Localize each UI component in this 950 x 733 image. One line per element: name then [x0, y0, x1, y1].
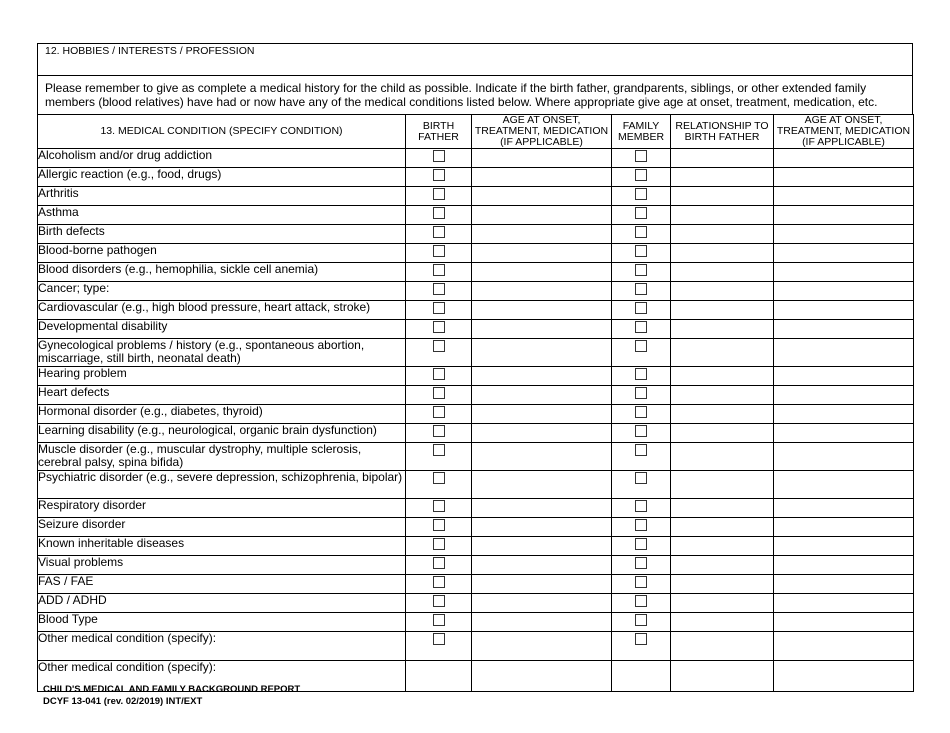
- condition-label: Arthritis: [38, 187, 406, 206]
- relationship-field[interactable]: [671, 149, 774, 168]
- condition-label: Gynecological problems / history (e.g., spontaneous abortion, miscarriage, still birth, neonatal death): [38, 339, 406, 367]
- birth-father-cell: [406, 661, 472, 692]
- condition-label: Allergic reaction (e.g., food, drugs): [38, 168, 406, 187]
- family-member-age-onset-field[interactable]: [774, 556, 914, 575]
- relationship-field[interactable]: [671, 632, 774, 661]
- relationship-field[interactable]: [671, 187, 774, 206]
- birth-father-age-onset-field[interactable]: [472, 613, 612, 632]
- family-member-cell: [612, 168, 671, 187]
- birth-father-age-onset-field[interactable]: [472, 556, 612, 575]
- table-row: [38, 632, 914, 661]
- form-title: CHILD'S MEDICAL AND FAMILY BACKGROUND REPORT: [43, 684, 301, 695]
- birth-father-checkbox[interactable]: [433, 207, 445, 219]
- family-member-age-onset-field[interactable]: [774, 263, 914, 282]
- family-member-checkbox[interactable]: [635, 226, 647, 238]
- instructions-line-1: Please remember to give as complete a medical history for the child as possible. Indicate if the birth father, grandparents, siblings, or other extended family: [45, 81, 867, 95]
- birth-father-cell: [406, 187, 472, 206]
- birth-father-age-onset-field[interactable]: [472, 320, 612, 339]
- birth-father-cell: [406, 225, 472, 244]
- birth-father-checkbox[interactable]: [433, 472, 445, 484]
- relationship-field[interactable]: [671, 471, 774, 499]
- family-member-checkbox[interactable]: [635, 538, 647, 550]
- relationship-field[interactable]: [671, 661, 774, 692]
- birth-father-checkbox[interactable]: [433, 500, 445, 512]
- table-row: [38, 367, 914, 386]
- family-member-checkbox[interactable]: [635, 340, 647, 352]
- family-member-age-onset-field[interactable]: [774, 282, 914, 301]
- birth-father-age-onset-field[interactable]: [472, 661, 612, 692]
- birth-father-checkbox[interactable]: [433, 245, 445, 257]
- hobbies-field[interactable]: [37, 43, 913, 76]
- family-member-checkbox[interactable]: [635, 321, 647, 333]
- birth-father-age-onset-field[interactable]: [472, 405, 612, 424]
- relationship-field[interactable]: [671, 575, 774, 594]
- condition-label: Muscle disorder (e.g., muscular dystrophy, multiple sclerosis, cerebral palsy, spina bifida): [38, 443, 406, 471]
- birth-father-cell: [406, 263, 472, 282]
- family-member-cell: [612, 556, 671, 575]
- family-member-age-onset-field[interactable]: [774, 661, 914, 692]
- family-member-checkbox[interactable]: [635, 557, 647, 569]
- birth-father-cell: [406, 168, 472, 187]
- family-member-cell: [612, 386, 671, 405]
- table-row: [38, 386, 914, 405]
- relationship-field[interactable]: [671, 613, 774, 632]
- condition-label: Psychiatric disorder (e.g., severe depression, schizophrenia, bipolar): [38, 471, 406, 499]
- form-id: DCYF 13-041 (rev. 02/2019) INT/EXT: [43, 696, 203, 707]
- relationship-field[interactable]: [671, 367, 774, 386]
- birth-father-age-onset-field[interactable]: [472, 443, 612, 471]
- family-member-cell: [612, 405, 671, 424]
- birth-father-checkbox[interactable]: [433, 614, 445, 626]
- birth-father-checkbox[interactable]: [433, 368, 445, 380]
- birth-father-cell: [406, 320, 472, 339]
- birth-father-checkbox[interactable]: [433, 321, 445, 333]
- birth-father-checkbox[interactable]: [433, 538, 445, 550]
- birth-father-cell: [406, 471, 472, 499]
- instructions-text: [37, 76, 913, 114]
- condition-label: Blood-borne pathogen: [38, 244, 406, 263]
- table-header-row: [38, 115, 914, 149]
- table-row: [38, 443, 914, 471]
- header-age-onset-birth-father: AGE AT ONSET, TREATMENT, MEDICATION (IF APPLICABLE): [472, 115, 612, 149]
- table-row: [38, 263, 914, 282]
- condition-label: Cardiovascular (e.g., high blood pressure, heart attack, stroke): [38, 301, 406, 320]
- birth-father-cell: [406, 575, 472, 594]
- birth-father-checkbox[interactable]: [433, 633, 445, 645]
- condition-label: Hearing problem: [38, 367, 406, 386]
- birth-father-checkbox[interactable]: [433, 226, 445, 238]
- family-member-cell: [612, 187, 671, 206]
- family-member-cell: [612, 424, 671, 443]
- birth-father-age-onset-field[interactable]: [472, 206, 612, 225]
- birth-father-cell: [406, 206, 472, 225]
- header-medical-condition: 13. MEDICAL CONDITION (SPECIFY CONDITION): [38, 115, 406, 149]
- condition-label: Birth defects: [38, 225, 406, 244]
- birth-father-checkbox[interactable]: [433, 169, 445, 181]
- birth-father-checkbox[interactable]: [433, 557, 445, 569]
- family-member-cell: [612, 594, 671, 613]
- family-member-cell: [612, 537, 671, 556]
- birth-father-cell: [406, 244, 472, 263]
- family-member-cell: [612, 443, 671, 471]
- family-member-checkbox[interactable]: [635, 633, 647, 645]
- table-row: [38, 149, 914, 168]
- relationship-field[interactable]: [671, 499, 774, 518]
- family-member-age-onset-field[interactable]: [774, 187, 914, 206]
- table-row: [38, 556, 914, 575]
- birth-father-age-onset-field[interactable]: [472, 225, 612, 244]
- birth-father-age-onset-field[interactable]: [472, 301, 612, 320]
- family-member-checkbox[interactable]: [635, 283, 647, 295]
- family-member-age-onset-field[interactable]: [774, 499, 914, 518]
- birth-father-checkbox[interactable]: [433, 519, 445, 531]
- header-age-onset-family-member: AGE AT ONSET, TREATMENT, MEDICATION (IF APPLICABLE): [774, 115, 914, 149]
- family-member-checkbox[interactable]: [635, 207, 647, 219]
- birth-father-age-onset-field[interactable]: [472, 594, 612, 613]
- family-member-cell: [612, 263, 671, 282]
- family-member-checkbox[interactable]: [635, 500, 647, 512]
- birth-father-age-onset-field[interactable]: [472, 424, 612, 443]
- relationship-field[interactable]: [671, 405, 774, 424]
- birth-father-checkbox[interactable]: [433, 576, 445, 588]
- condition-label: Blood Type: [38, 613, 406, 632]
- condition-label: ADD / ADHD: [38, 594, 406, 613]
- condition-label: Asthma: [38, 206, 406, 225]
- birth-father-checkbox[interactable]: [433, 444, 445, 456]
- birth-father-age-onset-field[interactable]: [472, 339, 612, 367]
- family-member-age-onset-field[interactable]: [774, 537, 914, 556]
- family-member-checkbox[interactable]: [635, 387, 647, 399]
- family-member-age-onset-field[interactable]: [774, 149, 914, 168]
- family-member-checkbox[interactable]: [635, 150, 647, 162]
- table-row: [38, 499, 914, 518]
- table-row: [38, 471, 914, 499]
- birth-father-cell: [406, 537, 472, 556]
- family-member-cell: [612, 282, 671, 301]
- family-member-checkbox[interactable]: [635, 425, 647, 437]
- table-row: [38, 168, 914, 187]
- family-member-age-onset-field[interactable]: [774, 168, 914, 187]
- condition-label: Visual problems: [38, 556, 406, 575]
- condition-label: Learning disability (e.g., neurological, organic brain dysfunction): [38, 424, 406, 443]
- birth-father-cell: [406, 405, 472, 424]
- family-member-checkbox[interactable]: [635, 302, 647, 314]
- relationship-field[interactable]: [671, 537, 774, 556]
- family-member-age-onset-field[interactable]: [774, 244, 914, 263]
- relationship-field[interactable]: [671, 301, 774, 320]
- birth-father-age-onset-field[interactable]: [472, 367, 612, 386]
- table-row: [38, 405, 914, 424]
- birth-father-age-onset-field[interactable]: [472, 168, 612, 187]
- birth-father-cell: [406, 443, 472, 471]
- family-member-cell: [612, 632, 671, 661]
- birth-father-cell: [406, 282, 472, 301]
- header-birth-father: BIRTH FATHER: [406, 115, 472, 149]
- family-member-checkbox[interactable]: [635, 169, 647, 181]
- birth-father-cell: [406, 367, 472, 386]
- relationship-field[interactable]: [671, 424, 774, 443]
- birth-father-age-onset-field[interactable]: [472, 575, 612, 594]
- relationship-field[interactable]: [671, 206, 774, 225]
- condition-label: Cancer; type:: [38, 282, 406, 301]
- birth-father-cell: [406, 613, 472, 632]
- condition-label: Other medical condition (specify):: [38, 632, 406, 661]
- table-row: [38, 339, 914, 367]
- relationship-field[interactable]: [671, 443, 774, 471]
- birth-father-checkbox[interactable]: [433, 387, 445, 399]
- birth-father-checkbox[interactable]: [433, 264, 445, 276]
- birth-father-checkbox[interactable]: [433, 340, 445, 352]
- birth-father-cell: [406, 339, 472, 367]
- table-row: [38, 320, 914, 339]
- birth-father-age-onset-field[interactable]: [472, 537, 612, 556]
- table-row: [38, 424, 914, 443]
- family-member-age-onset-field[interactable]: [774, 339, 914, 367]
- family-member-age-onset-field[interactable]: [774, 424, 914, 443]
- family-member-checkbox[interactable]: [635, 576, 647, 588]
- family-member-age-onset-field[interactable]: [774, 613, 914, 632]
- relationship-field[interactable]: [671, 263, 774, 282]
- form-footer: [43, 684, 300, 708]
- birth-father-age-onset-field[interactable]: [472, 386, 612, 405]
- condition-label: Hormonal disorder (e.g., diabetes, thyroid): [38, 405, 406, 424]
- birth-father-age-onset-field[interactable]: [472, 187, 612, 206]
- family-member-cell: [612, 661, 671, 692]
- relationship-field[interactable]: [671, 225, 774, 244]
- family-member-age-onset-field[interactable]: [774, 518, 914, 537]
- condition-label: Blood disorders (e.g., hemophilia, sickle cell anemia): [38, 263, 406, 282]
- family-member-checkbox[interactable]: [635, 444, 647, 456]
- table-row: [38, 282, 914, 301]
- birth-father-checkbox[interactable]: [433, 425, 445, 437]
- family-member-cell: [612, 575, 671, 594]
- family-member-checkbox[interactable]: [635, 406, 647, 418]
- family-member-cell: [612, 499, 671, 518]
- condition-label: FAS / FAE: [38, 575, 406, 594]
- family-member-cell: [612, 301, 671, 320]
- table-row: [38, 244, 914, 263]
- condition-label: Heart defects: [38, 386, 406, 405]
- relationship-field[interactable]: [671, 594, 774, 613]
- birth-father-checkbox[interactable]: [433, 150, 445, 162]
- relationship-field[interactable]: [671, 518, 774, 537]
- family-member-age-onset-field[interactable]: [774, 386, 914, 405]
- birth-father-age-onset-field[interactable]: [472, 632, 612, 661]
- birth-father-age-onset-field[interactable]: [472, 518, 612, 537]
- family-member-age-onset-field[interactable]: [774, 471, 914, 499]
- birth-father-cell: [406, 149, 472, 168]
- relationship-field[interactable]: [671, 386, 774, 405]
- table-row: [38, 301, 914, 320]
- birth-father-age-onset-field[interactable]: [472, 499, 612, 518]
- condition-label: Alcoholism and/or drug addiction: [38, 149, 406, 168]
- family-member-checkbox[interactable]: [635, 614, 647, 626]
- birth-father-age-onset-field[interactable]: [472, 149, 612, 168]
- family-member-age-onset-field[interactable]: [774, 320, 914, 339]
- relationship-field[interactable]: [671, 556, 774, 575]
- table-row: [38, 225, 914, 244]
- table-row: [38, 575, 914, 594]
- family-member-checkbox[interactable]: [635, 519, 647, 531]
- birth-father-checkbox[interactable]: [433, 595, 445, 607]
- family-member-checkbox[interactable]: [635, 472, 647, 484]
- family-member-checkbox[interactable]: [635, 368, 647, 380]
- family-member-cell: [612, 518, 671, 537]
- family-member-cell: [612, 149, 671, 168]
- family-member-age-onset-field[interactable]: [774, 594, 914, 613]
- birth-father-age-onset-field[interactable]: [472, 282, 612, 301]
- table-row: [38, 613, 914, 632]
- condition-label: Developmental disability: [38, 320, 406, 339]
- family-member-age-onset-field[interactable]: [774, 367, 914, 386]
- relationship-field[interactable]: [671, 168, 774, 187]
- condition-label: Other medical condition (specify):: [38, 661, 406, 692]
- birth-father-cell: [406, 594, 472, 613]
- birth-father-checkbox[interactable]: [433, 302, 445, 314]
- family-member-cell: [612, 244, 671, 263]
- header-relationship: RELATIONSHIP TO BIRTH FATHER: [671, 115, 774, 149]
- family-member-age-onset-field[interactable]: [774, 405, 914, 424]
- birth-father-checkbox[interactable]: [433, 188, 445, 200]
- relationship-field[interactable]: [671, 339, 774, 367]
- condition-label: Respiratory disorder: [38, 499, 406, 518]
- family-member-cell: [612, 320, 671, 339]
- birth-father-age-onset-field[interactable]: [472, 263, 612, 282]
- birth-father-age-onset-field[interactable]: [472, 244, 612, 263]
- table-row: [38, 518, 914, 537]
- family-member-cell: [612, 339, 671, 367]
- condition-label: Known inheritable diseases: [38, 537, 406, 556]
- family-member-age-onset-field[interactable]: [774, 632, 914, 661]
- condition-label: Seizure disorder: [38, 518, 406, 537]
- table-row: [38, 537, 914, 556]
- family-member-cell: [612, 613, 671, 632]
- family-member-age-onset-field[interactable]: [774, 575, 914, 594]
- family-member-cell: [612, 367, 671, 386]
- family-member-checkbox[interactable]: [635, 264, 647, 276]
- table-row: [38, 187, 914, 206]
- birth-father-checkbox[interactable]: [433, 283, 445, 295]
- birth-father-cell: [406, 499, 472, 518]
- birth-father-cell: [406, 518, 472, 537]
- birth-father-cell: [406, 556, 472, 575]
- family-member-age-onset-field[interactable]: [774, 301, 914, 320]
- hobbies-label: 12. HOBBIES / INTERESTS / PROFESSION: [45, 45, 255, 57]
- birth-father-cell: [406, 632, 472, 661]
- table-row: [38, 206, 914, 225]
- family-member-cell: [612, 471, 671, 499]
- relationship-field[interactable]: [671, 244, 774, 263]
- family-member-checkbox[interactable]: [635, 188, 647, 200]
- medical-conditions-table: [37, 114, 914, 692]
- header-family-member: FAMILY MEMBER: [612, 115, 671, 149]
- family-member-checkbox[interactable]: [635, 595, 647, 607]
- family-member-age-onset-field[interactable]: [774, 206, 914, 225]
- instructions-line-2: members (blood relatives) have had or now have any of the medical conditions listed below. Where appropriate give age at onset, treatment, medication, etc.: [45, 95, 878, 109]
- relationship-field[interactable]: [671, 320, 774, 339]
- birth-father-age-onset-field[interactable]: [472, 471, 612, 499]
- birth-father-cell: [406, 301, 472, 320]
- birth-father-checkbox[interactable]: [433, 406, 445, 418]
- birth-father-cell: [406, 424, 472, 443]
- relationship-field[interactable]: [671, 282, 774, 301]
- birth-father-cell: [406, 386, 472, 405]
- family-member-age-onset-field[interactable]: [774, 225, 914, 244]
- table-row: [38, 594, 914, 613]
- family-member-cell: [612, 206, 671, 225]
- family-member-checkbox[interactable]: [635, 245, 647, 257]
- family-member-cell: [612, 225, 671, 244]
- family-member-age-onset-field[interactable]: [774, 443, 914, 471]
